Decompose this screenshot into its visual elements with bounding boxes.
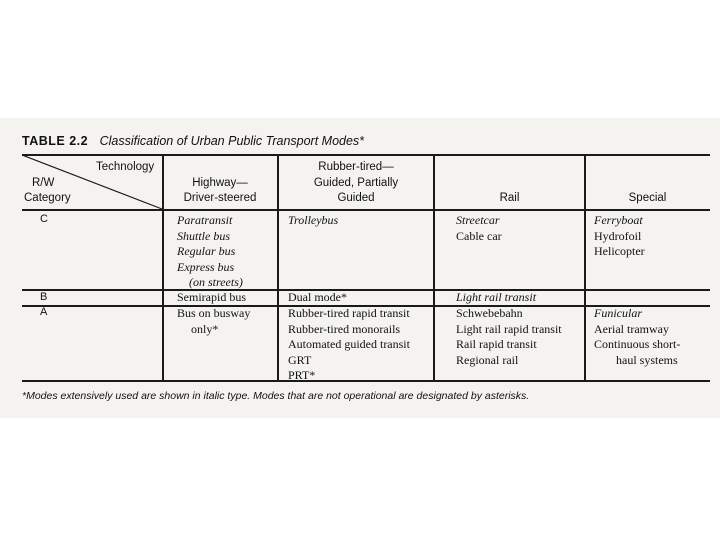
mode-funicular: Funicular [594, 306, 642, 320]
header-special: Special [628, 192, 667, 204]
table-footnote: *Modes extensively used are shown in italic type. Modes that are not operational are designated by asterisks. [22, 390, 530, 402]
header-highway-line1: Highway— [192, 177, 248, 189]
mode-aerial-tramway: Aerial tramway [594, 321, 669, 336]
row-c-special [594, 213, 645, 260]
mode-busway-only: only* [191, 321, 219, 336]
row-b-rubber [288, 290, 347, 306]
category-a: A [40, 306, 48, 318]
mode-regional-rail: Regional rail [456, 352, 519, 367]
row-c-highway [177, 213, 243, 291]
mode-dual-mode: Dual mode* [288, 290, 347, 304]
mode-rubber-tired-monorails: Rubber-tired monorails [288, 321, 401, 336]
mode-light-rail-transit: Light rail transit [456, 290, 537, 304]
mode-cable-car: Cable car [456, 228, 502, 243]
mode-shuttle-bus: Shuttle bus [177, 228, 230, 243]
header-rubber-line2: Guided, Partially [313, 177, 399, 189]
col-rule-4 [584, 155, 586, 381]
mode-express-bus: Express bus [177, 259, 235, 274]
row-b-rule [22, 289, 710, 291]
row-a-highway [177, 306, 250, 337]
mode-light-rail-rapid-transit: Light rail rapid transit [456, 321, 562, 336]
mode-haul-systems: haul systems [616, 352, 678, 367]
header-rubber-line3: Guided [337, 192, 375, 204]
category-b: B [40, 291, 48, 303]
table-title [22, 134, 364, 148]
header-category: Category [24, 192, 71, 204]
category-c: C [40, 213, 48, 225]
header-rw: R/W [32, 177, 55, 189]
header-technology: Technology [96, 161, 155, 173]
row-c-rail [456, 213, 502, 244]
mode-regular-bus: Regular bus [177, 244, 236, 259]
mode-prt: PRT* [288, 368, 316, 383]
mode-on-streets: (on streets) [189, 275, 243, 290]
row-a-rubber [288, 306, 410, 384]
mode-trolleybus: Trolleybus [288, 213, 339, 227]
row-c-rubber [288, 213, 338, 229]
header-rail: Rail [499, 192, 520, 204]
mode-grt: GRT [288, 352, 312, 367]
mode-bus-on-busway: Bus on busway [177, 306, 251, 320]
mode-hydrofoil: Hydrofoil [594, 228, 642, 243]
header-rubber-line1: Rubber-tired— [318, 161, 394, 173]
row-b-highway [177, 290, 246, 306]
mode-schwebebahn: Schwebebahn [456, 306, 523, 320]
table-number: TABLE 2.2 [22, 134, 89, 148]
mode-semirapid-bus: Semirapid bus [177, 290, 246, 304]
mode-continuous-short: Continuous short- [594, 337, 681, 352]
mode-streetcar: Streetcar [456, 213, 500, 227]
header-highway-line2: Driver-steered [183, 192, 257, 204]
table-caption: Classification of Urban Public Transport Modes* [99, 134, 365, 148]
row-a-special [594, 306, 680, 368]
row-b-rail [456, 290, 536, 306]
mode-automated-guided-transit: Automated guided transit [288, 337, 410, 352]
mode-helicopter: Helicopter [594, 244, 645, 259]
mode-paratransit: Paratransit [177, 213, 233, 227]
mode-rubber-tired-rapid-transit: Rubber-tired rapid transit [288, 306, 410, 320]
mode-ferryboat: Ferryboat [594, 213, 643, 227]
row-a-rail [456, 306, 562, 368]
mode-rail-rapid-transit: Rail rapid transit [456, 337, 537, 352]
